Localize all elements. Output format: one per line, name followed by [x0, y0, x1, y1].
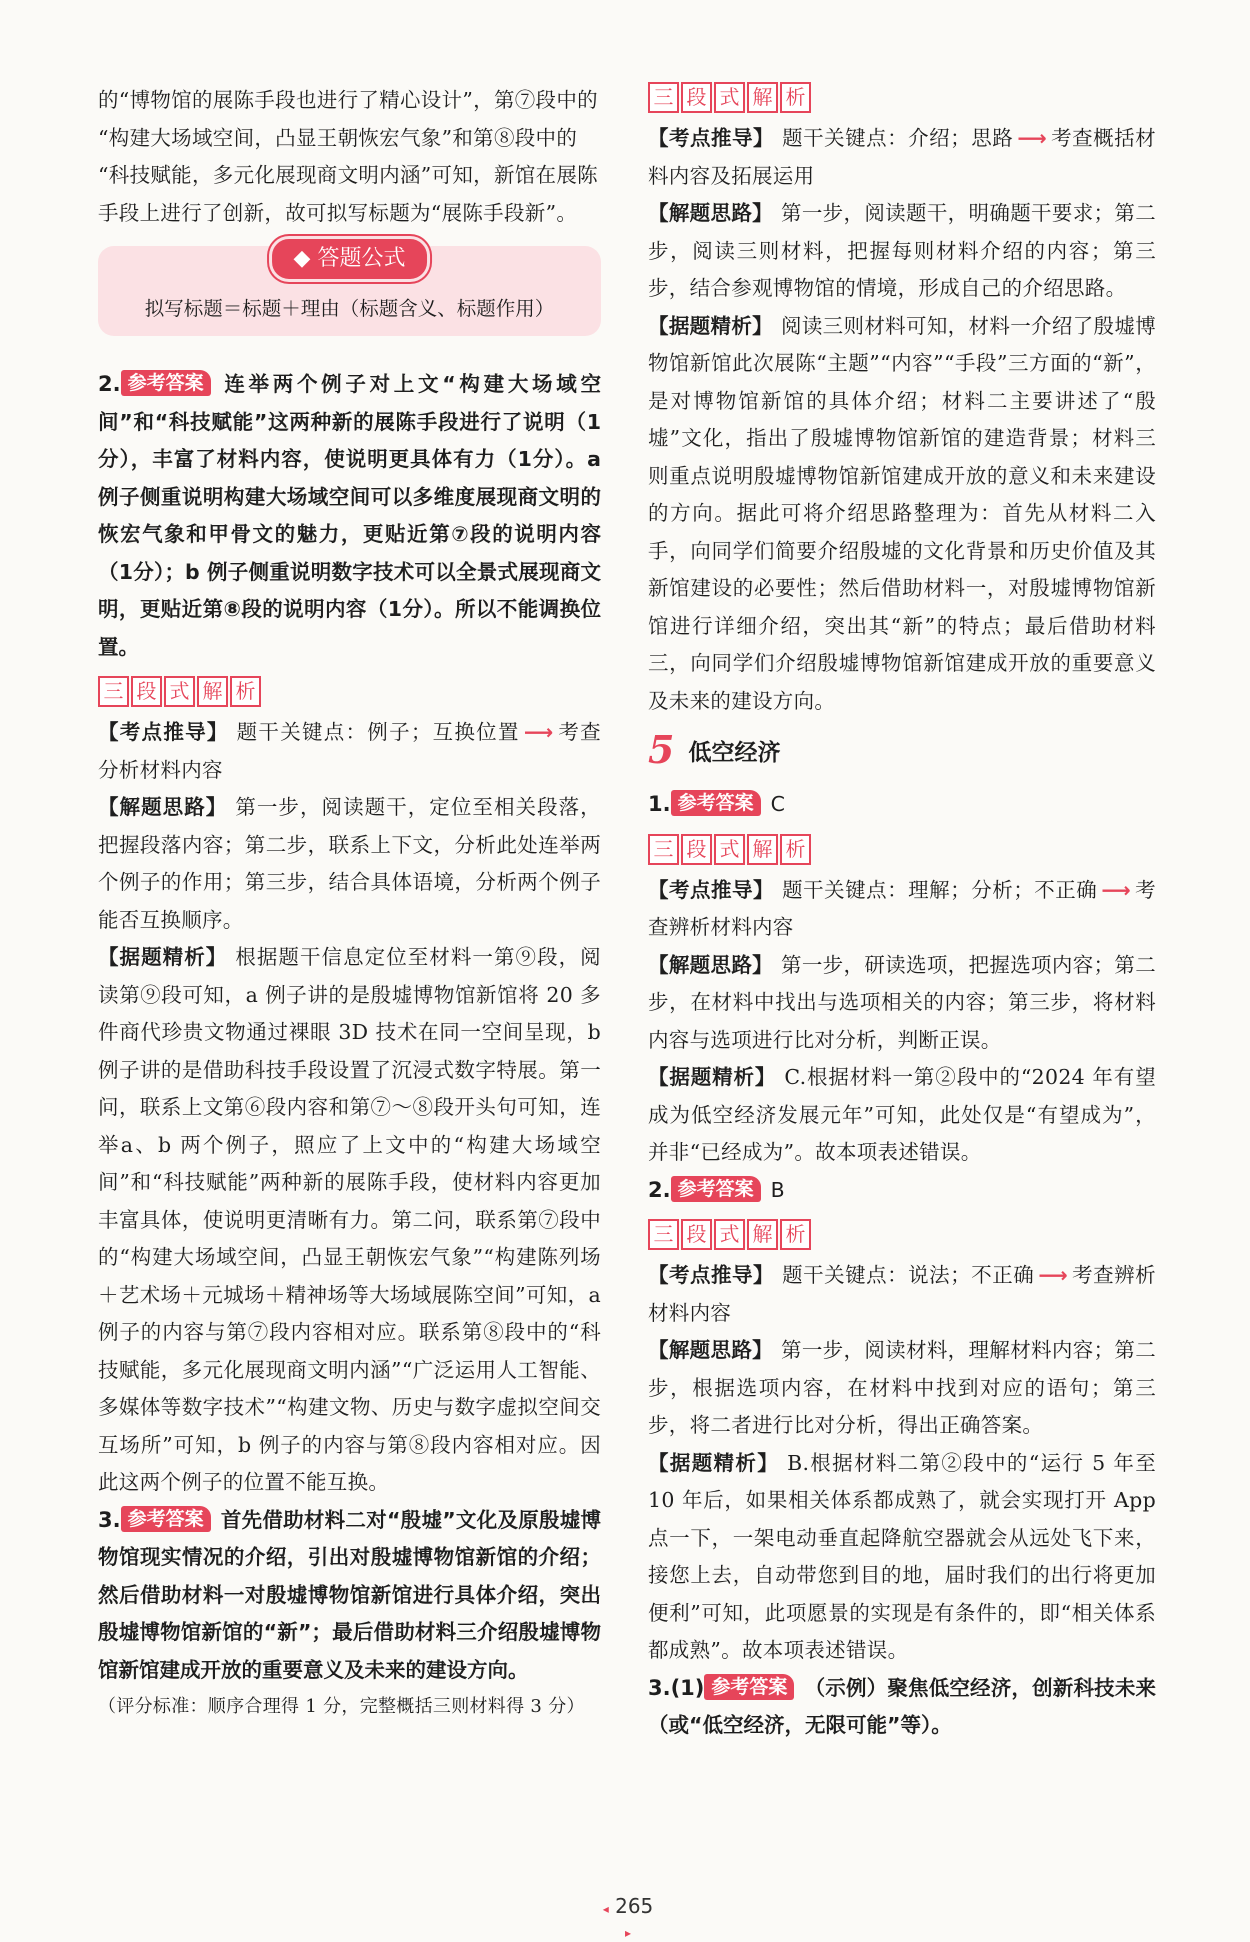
- kaodian-para: [648, 120, 1156, 195]
- right-column: [648, 82, 1156, 1745]
- intro-line: 的“博物馆的展陈手段也进行了精心设计”，第⑦段中的: [98, 88, 598, 112]
- jujing-text: 根据题干信息定位至材料一第⑨段，阅读第⑨段可知，a 例子讲的是殷墟博物馆新馆将 20 多件商代珍贵文物通过裸眼 3D 技术在同一空间呈现，b 例子讲的是借助科技手段设置了沉浸式数字特展。第一问，联系上文第⑥段内容和第⑦～⑧段开头句可知，连举a、b 两个例子，照应了上文中的“构建大场域空间”和“科技赋能”两种新的展陈手段，使材料内容更加丰富具体，使说明更清晰有力。第二问，联系第⑦段中的“构建大场域空间，凸显王朝恢宏气象”“构建陈列场＋艺术场＋元城场＋精神场等大场域展陈空间”可知，a 例子的内容与第⑦段内容相对应。联系第⑧段中的“科技赋能，多元化展现商文明内涵”“广泛运用人工智能、多媒体等数字技术”“构建文物、历史与数字虚拟空间交互场所”可知，b 例子的内容与第⑧段内容相对应。因此这两个例子的位置不能互换。: [98, 945, 601, 1494]
- jieti-label: 【解题思路】: [98, 795, 228, 819]
- badge-char: 解: [747, 82, 778, 113]
- jujing-label: 【据题精析】: [648, 313, 774, 338]
- arrow-icon: ⟶: [1038, 1263, 1068, 1287]
- answer-tag: 参考答案: [704, 1674, 794, 1700]
- badge-char: 析: [780, 1219, 811, 1250]
- answer-tag: 参考答案: [121, 1506, 211, 1532]
- arrow-icon: ⟶: [1101, 877, 1131, 902]
- kaodian-result: 考查辨析材料内容: [648, 1263, 1156, 1325]
- badge-char: 式: [714, 1219, 745, 1250]
- answer-text: 连举两个例子对上文“构建大场域空间”和“科技赋能”这两种新的展陈手段进行了说明（1分），丰富了材料内容，使说明更具体有力（1分）。a 例子侧重说明构建大场域空间可以多维度展现商文明的恢宏气象和甲骨文的魅力，更贴近第⑦段的说明内容（1分）；b 例子侧重说明数字技术可以全景式展现商文明，更贴近第⑧段的说明内容（1分）。所以不能调换位置。: [98, 372, 601, 659]
- badge-char: 段: [681, 834, 712, 865]
- jujing-text: B.根据材料二第②段中的“运行 5 年至 10 年后，如果相关体系都成熟了，就会实现打开 App 点一下，一架电动垂直起降航空器就会从远处飞下来，接您上去，自动带您到目的地，届时我们的出行将更加便利”可知，此项愿景的实现是有条件的，即“相关体系都成熟”。故本项表述错误。: [648, 1450, 1156, 1662]
- jieti-text: 第一步，阅读题干，明确题干要求；第二步，阅读三则材料，把握每则材料介绍的内容；第三步，结合参观博物馆的情境，形成自己的介绍思路。: [648, 201, 1156, 300]
- formula-title: ◆ 答题公式: [269, 236, 431, 282]
- jujing-para: [648, 1059, 1156, 1172]
- jieti-para: [648, 195, 1156, 308]
- badge-char: 段: [131, 676, 162, 707]
- jujing-para: [648, 308, 1156, 721]
- kaodian-para: [98, 714, 601, 789]
- question-number: 3.(1): [648, 1675, 705, 1700]
- question-number: 1.: [648, 792, 671, 816]
- jujing-para: [648, 1445, 1156, 1670]
- kaodian-label: 【考点推导】: [648, 877, 775, 902]
- kaodian-para: [648, 1257, 1156, 1332]
- badge-char: 析: [230, 676, 261, 707]
- section-title: 低空经济: [688, 739, 781, 766]
- kaodian-result: 考查分析材料内容: [98, 720, 601, 782]
- kaodian-result: 考查概括材料内容及拓展运用: [648, 126, 1156, 188]
- jujing-text: 阅读三则材料可知，材料一介绍了殷墟博物馆新馆此次展陈“主题”“内容”“手段”三方面的“新”，是对博物馆新馆的具体介绍；材料二主要讲述了“殷墟”文化，指出了殷墟博物馆新馆的建造背景；材料三则重点说明殷墟博物馆新馆建成开放的意义和未来建设的方向。据此可将介绍思路整理为：首先从材料二入手，向同学们简要介绍殷墟的文化背景和历史价值及其新馆建设的必要性；然后借助材料一，对殷墟博物馆新馆进行详细介绍，突出其“新”的特点；最后借助材料三，向同学们介绍殷墟博物馆新馆建成开放的重要意义及未来的建设方向。: [648, 313, 1156, 713]
- page-ornament-left: ◂: [602, 1902, 609, 1916]
- intro-line: 手段上进行了创新，故可拟写标题为“展陈手段新”。: [98, 200, 578, 225]
- kaodian-label: 【考点推导】: [648, 126, 775, 150]
- arrow-icon: ⟶: [1017, 126, 1047, 150]
- kaodian-para: [648, 872, 1156, 947]
- jujing-label: 【据题精析】: [648, 1065, 777, 1089]
- jieti-label: 【解题思路】: [648, 1338, 774, 1362]
- answer-text: B: [770, 1177, 785, 1202]
- badge-char: 三: [648, 82, 679, 113]
- jieti-text: 第一步，阅读题干，定位至相关段落，把握段落内容；第二步，联系上下文，分析此处连举两个例子的作用；第三步，结合具体语境，分析两个例子能否互换顺序。: [98, 795, 601, 932]
- page-ornament-right: ▸: [624, 1926, 632, 1940]
- badge-char: 式: [164, 676, 195, 707]
- jieti-label: 【解题思路】: [648, 201, 774, 225]
- section-number: 5: [648, 727, 675, 772]
- formula-box: [98, 246, 601, 336]
- question-number: 2.: [98, 372, 121, 396]
- answer-text: （示例）聚焦低空经济，创新科技未来（或“低空经济，无限可能”等）。: [648, 1675, 1156, 1737]
- question-number: 3.: [98, 1507, 121, 1532]
- badge-char: 三: [648, 834, 679, 865]
- jujing-text: C.根据材料一第②段中的“2024 年有望成为低空经济发展元年”可知，此处仅是“有望成为”，并非“已经成为”。故本项表述错误。: [648, 1065, 1156, 1164]
- sanduan-badge: [98, 676, 601, 706]
- jieti-text: 第一步，研读选项，把握选项内容；第二步，在材料中找出与选项相关的内容；第三步，将材料内容与选项进行比对分析，判断正误。: [648, 952, 1156, 1052]
- left-column: [98, 82, 601, 1725]
- badge-char: 式: [714, 834, 745, 865]
- answer-text: C: [770, 792, 785, 816]
- question-number: 2.: [648, 1177, 671, 1202]
- answer-tag: 参考答案: [671, 790, 761, 816]
- answer-text: 首先借助材料二对“殷墟”文化及原殷墟博物馆现实情况的介绍，引出对殷墟博物馆新馆的介绍；然后借助材料一对殷墟博物馆新馆进行具体介绍，突出殷墟博物馆新馆的“新”；最后借助材料三介绍殷墟博物馆新馆建成开放的重要意义及未来的建设方向。: [98, 1507, 601, 1682]
- jujing-para: [98, 939, 601, 1502]
- badge-char: 解: [747, 1219, 778, 1250]
- jieti-para: [648, 947, 1156, 1060]
- kaodian-text: 题干关键点：说法；不正确: [782, 1263, 1035, 1287]
- kaodian-text: 题干关键点：介绍；思路: [782, 126, 1014, 150]
- section-header: [648, 728, 1156, 772]
- kaodian-label: 【考点推导】: [648, 1263, 775, 1287]
- badge-char: 段: [681, 82, 712, 113]
- badge-char: 析: [780, 834, 811, 865]
- jujing-label: 【据题精析】: [98, 945, 228, 969]
- sanduan-badge: [648, 82, 1156, 112]
- kaodian-text: 题干关键点：例子；互换位置: [236, 720, 520, 744]
- scoring-note: （评分标准：顺序合理得 1 分，完整概括三则材料得 3 分）: [98, 1696, 585, 1717]
- badge-char: 解: [747, 834, 778, 865]
- kaodian-result: 考查辨析材料内容: [648, 877, 1156, 939]
- jieti-para: [98, 789, 601, 939]
- answer-tag: 参考答案: [121, 370, 211, 396]
- badge-char: 三: [98, 676, 129, 707]
- kaodian-text: 题干关键点：理解；分析；不正确: [782, 877, 1098, 902]
- q3-answer: [98, 1502, 601, 1690]
- page-number-text: 265: [615, 1894, 654, 1918]
- badge-char: 解: [197, 676, 228, 707]
- q2-answer: [98, 366, 601, 666]
- badge-char: 析: [780, 82, 811, 113]
- badge-char: 式: [714, 82, 745, 113]
- s5q2-answer: [648, 1172, 1156, 1210]
- jujing-label: 【据题精析】: [648, 1450, 780, 1475]
- s5q3-answer: [648, 1670, 1156, 1745]
- jieti-label: 【解题思路】: [648, 952, 774, 977]
- badge-char: 三: [648, 1219, 679, 1250]
- sanduan-badge: [648, 834, 1156, 864]
- formula-text: 拟写标题＝标题＋理由（标题含义、标题作用）: [144, 297, 555, 320]
- s5q1-answer: [648, 786, 1156, 824]
- sanduan-badge: [648, 1219, 1156, 1249]
- jieti-para: [648, 1332, 1156, 1445]
- answer-tag: 参考答案: [671, 1176, 761, 1202]
- intro-line: “构建大场域空间，凸显王朝恢宏气象”和第⑧段中的: [98, 125, 578, 150]
- page-number: [598, 1894, 658, 1942]
- jieti-text: 第一步，阅读材料，理解材料内容；第二步，根据选项内容，在材料中找到对应的语句；第三步，将二者进行比对分析，得出正确答案。: [648, 1338, 1156, 1437]
- intro-line: “科技赋能，多元化展现商文明内涵”可知，新馆在展陈: [98, 163, 598, 187]
- kaodian-label: 【考点推导】: [98, 720, 229, 744]
- arrow-icon: ⟶: [523, 720, 554, 744]
- badge-char: 段: [681, 1219, 712, 1250]
